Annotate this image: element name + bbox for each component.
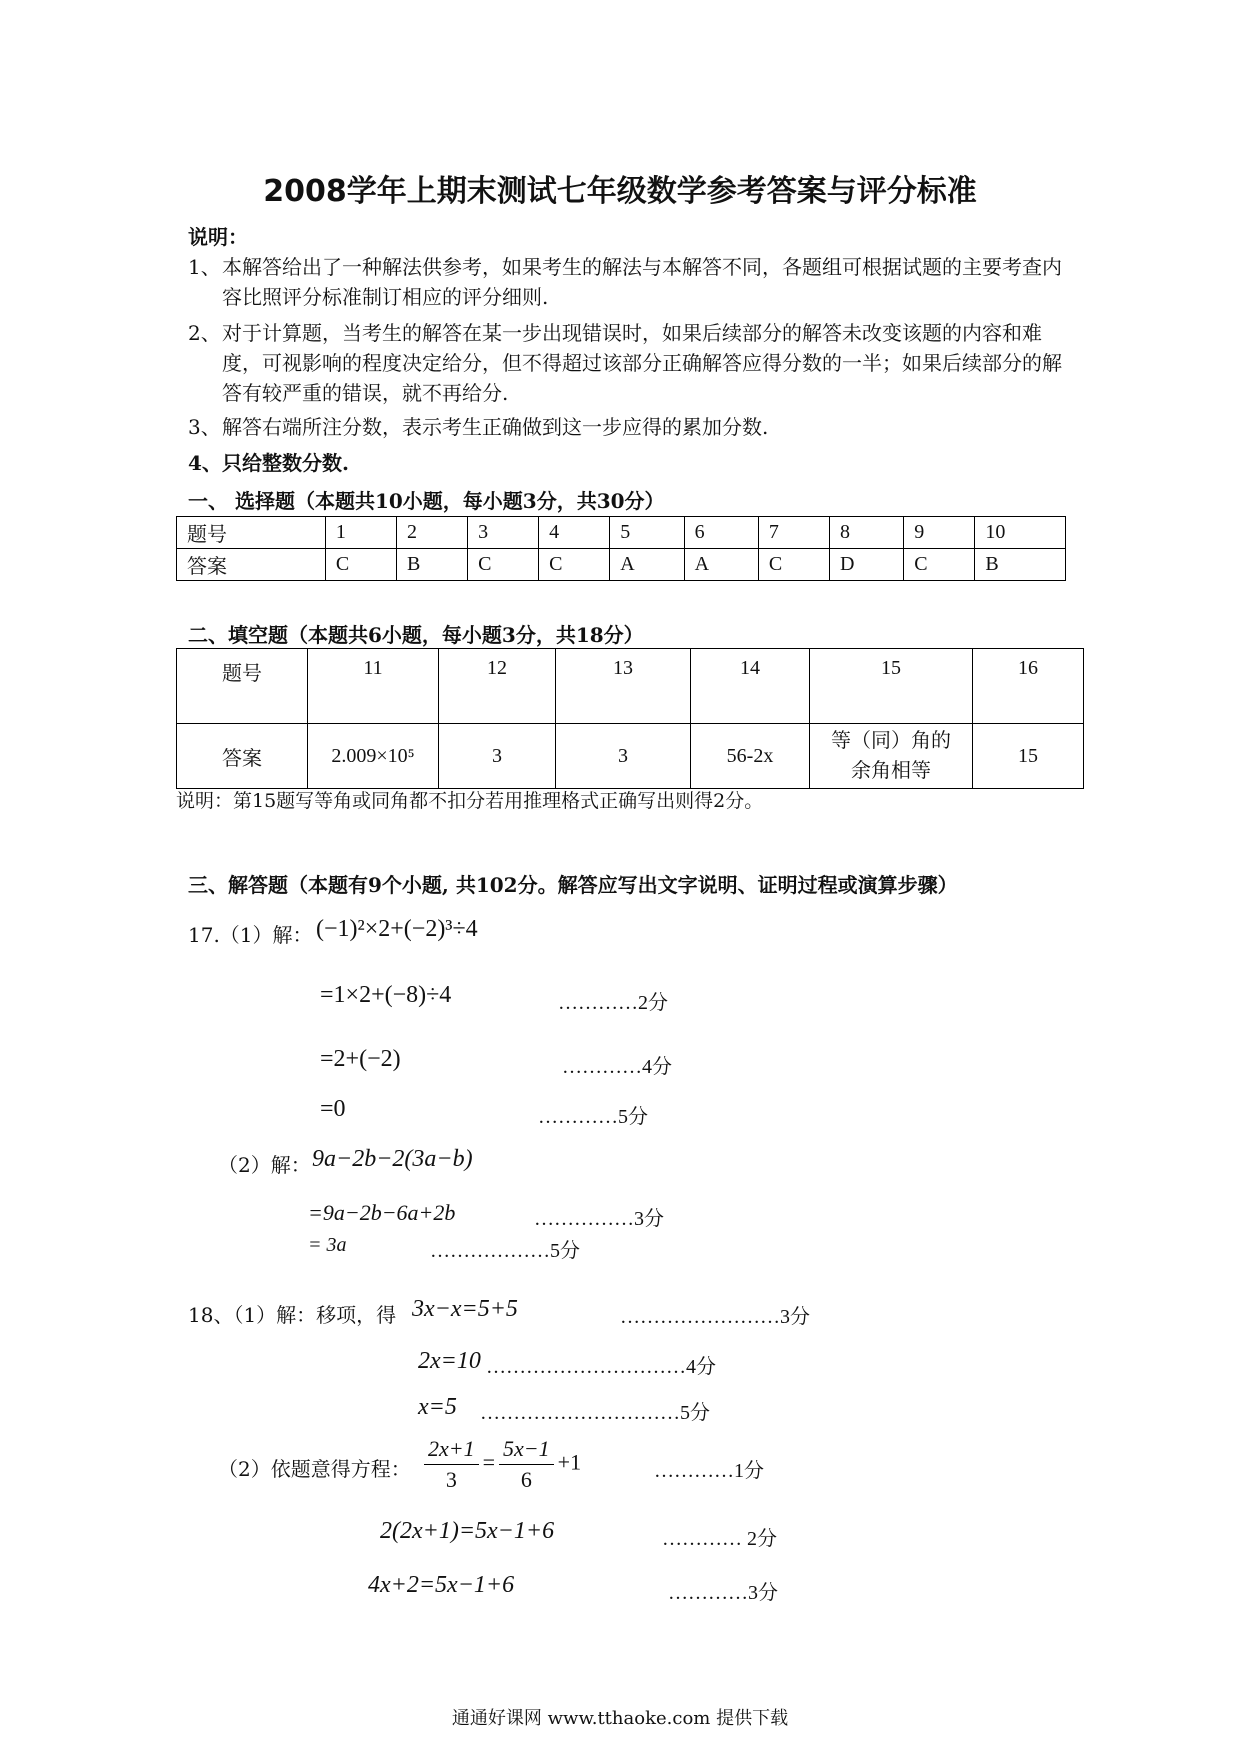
fill-answer-table (176, 648, 1084, 789)
question-number: 13 (556, 649, 691, 724)
q17-part2-step-score: ………………5分 (430, 1240, 580, 1262)
row-label: 答案 (177, 724, 308, 789)
q18-step-score: …………………………4分 (486, 1356, 716, 1378)
table-row (177, 549, 1066, 581)
question-number: 3 (468, 517, 539, 549)
question-number: 6 (684, 517, 758, 549)
answer-cell: D (829, 549, 903, 581)
note-item-2 (188, 318, 1068, 408)
question-number: 4 (539, 517, 610, 549)
note-number: 2、 (188, 321, 221, 345)
q17-expression: (−1)²×2+(−2)³÷4 (316, 916, 478, 942)
note-text: 解答右端所注分数，表示考生正确做到这一步应得的累加分数. (222, 415, 769, 439)
note-number: 3、 (188, 415, 221, 439)
table-row (177, 724, 1084, 789)
answer-cell: C (539, 549, 610, 581)
denominator: 3 (445, 1467, 457, 1492)
answer-cell: C (904, 549, 975, 581)
question-number: 14 (691, 649, 810, 724)
q18-part2-equation (420, 1436, 581, 1493)
numerator: 2x+1 (424, 1436, 479, 1465)
q17-part2-step-expr: =9a−2b−6a+2b (308, 1200, 456, 1225)
q18-part2-step-score: …………3分 (668, 1582, 778, 1604)
q18-step-expr: x=5 (418, 1394, 457, 1420)
note-text: 对于计算题，当考生的解答在某一步出现错误时，如果后续部分的解答未改变该题的内容和难度，可视影响的程度决定给分，但不得超过该部分正确解答应得分数的一半；如果后续部分的解答有较严重的错误，就不再给分. (222, 321, 1062, 405)
q17-step-score: …………4分 (562, 1056, 672, 1078)
answer-cell: A (610, 549, 684, 581)
fraction-right (499, 1436, 554, 1493)
q18-part2-score: …………1分 (654, 1460, 764, 1482)
q17-step-expr: =1×2+(−8)÷4 (320, 982, 452, 1008)
section3-heading: 三、解答题（本题有9个小题, 共102分。解答应写出文字说明、证明过程或演算步骤） (188, 873, 958, 897)
row-label: 答案 (177, 549, 326, 581)
numerator: 5x−1 (499, 1436, 554, 1465)
answer-cell: C (325, 549, 396, 581)
answer-cell: A (684, 549, 758, 581)
note-text: 只给整数分数. (222, 451, 349, 475)
fraction-left (424, 1436, 479, 1493)
q18-part2-step-expr: 4x+2=5x−1+6 (368, 1572, 515, 1598)
equals-sign: = (482, 1449, 496, 1475)
q18-part2-step-score: ………… 2分 (662, 1528, 777, 1550)
q17-step-score: …………2分 (558, 992, 668, 1014)
q17-part2-step-score: ……………3分 (534, 1208, 664, 1230)
question-number: 15 (810, 649, 973, 724)
question-number: 5 (610, 517, 684, 549)
question-number: 12 (439, 649, 556, 724)
question-number: 7 (758, 517, 829, 549)
answer-cell: 3 (439, 724, 556, 789)
answer-cell: 2.009×10⁵ (308, 724, 439, 789)
note-item-4 (188, 448, 1068, 478)
note-item-1 (188, 252, 1068, 312)
q18-score: ……………………3分 (620, 1306, 810, 1328)
fraction-tail: +1 (557, 1449, 582, 1475)
q18-expression: 3x−x=5+5 (412, 1296, 518, 1322)
q18-part2-step-expr: 2(2x+1)=5x−1+6 (380, 1518, 555, 1544)
q17-part2-expression: 9a−2b−2(3a−b) (312, 1146, 473, 1172)
row-label: 题号 (177, 649, 308, 724)
section1-heading: 一、 选择题（本题共10小题，每小题3分，共30分） (188, 489, 665, 513)
page-title: 2008学年上期末测试七年级数学参考答案与评分标准 (263, 174, 977, 209)
answer-cell: 3 (556, 724, 691, 789)
q18-part2-label: （2）依题意得方程： (218, 1457, 411, 1481)
question-number: 1 (325, 517, 396, 549)
q17-label: 17.（1）解： (188, 923, 313, 947)
note-number: 1、 (188, 255, 221, 279)
q17-step-score: …………5分 (538, 1106, 648, 1128)
answer-cell: C (758, 549, 829, 581)
question-number: 16 (973, 649, 1084, 724)
note-item-3 (188, 412, 1068, 442)
answer-cell: 15 (973, 724, 1084, 789)
section2-note: 说明：第15题写等角或同角都不扣分若用推理格式正确写出则得2分。 (176, 790, 764, 812)
q18-label: 18、（1）解：移项，得 (188, 1303, 397, 1327)
question-number: 2 (397, 517, 468, 549)
question-number: 9 (904, 517, 975, 549)
page-footer: 通通好课网 www.tthaoke.com 提供下载 (451, 1708, 789, 1729)
question-number: 11 (308, 649, 439, 724)
notes-heading: 说明： (188, 225, 248, 249)
answer-cell: C (468, 549, 539, 581)
table-row (177, 649, 1084, 724)
note-number: 4、 (188, 451, 222, 475)
section2-heading: 二、填空题（本题共6小题，每小题3分，共18分） (188, 623, 644, 647)
question-number: 10 (975, 517, 1066, 549)
answer-cell: 56-2x (691, 724, 810, 789)
row-label: 题号 (177, 517, 326, 549)
note-text: 本解答给出了一种解法供参考，如果考生的解法与本解答不同，各题组可根据试题的主要考查内容比照评分标准制订相应的评分细则. (222, 255, 1062, 309)
q17-step-expr: =2+(−2) (320, 1046, 401, 1072)
denominator: 6 (520, 1467, 532, 1492)
q17-step-expr: =0 (320, 1096, 346, 1122)
question-number: 8 (829, 517, 903, 549)
q18-step-expr: 2x=10 (418, 1348, 481, 1374)
answer-cell: B (397, 549, 468, 581)
answer-cell: 等（同）角的余角相等 (810, 724, 973, 789)
answer-cell: B (975, 549, 1066, 581)
table-row (177, 517, 1066, 549)
q17-part2-label: （2）解： (218, 1153, 311, 1177)
q18-step-score: …………………………5分 (480, 1402, 710, 1424)
q17-part2-step-expr: = 3a (308, 1234, 347, 1256)
choice-answer-table (176, 516, 1066, 581)
